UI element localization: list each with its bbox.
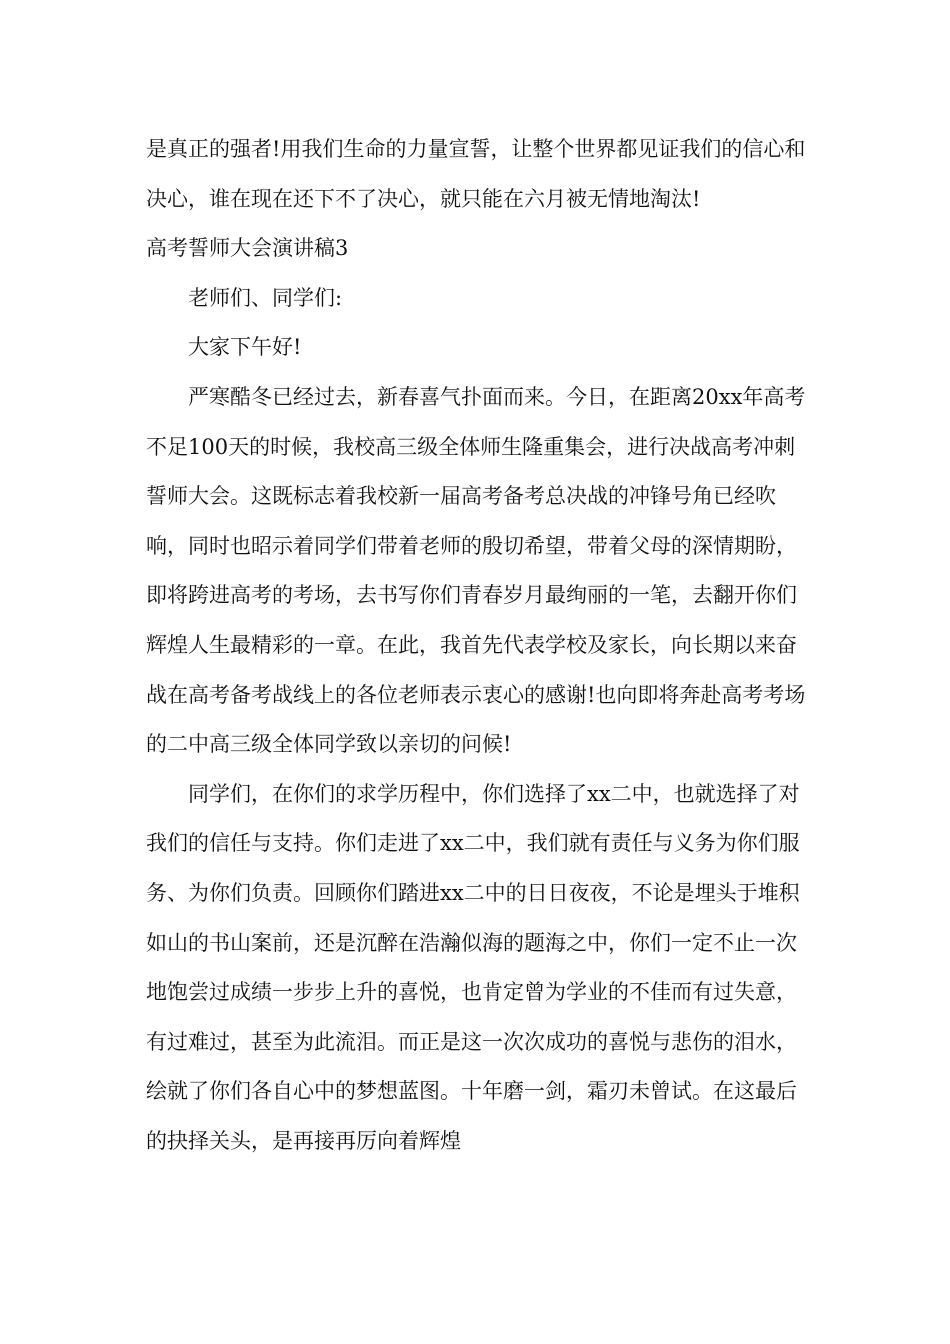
body-paragraph-2: 同学们，在你们的求学历程中，你们选择了xx二中，也就选择了对我们的信任与支持。你们走进了xx二中，我们就有责任与义务为你们服务、为你们负责。回顾你们踏进xx二中的日日夜夜，不论是埋头于堆积如山的书山案前，还是沉醉在浩瀚似海的题海之中，你们一定不止一次地饱尝过成绩一步步上升的喜悦，也肯定曾为学业的不佳而有过失意，有过难过，甚至为此流泪。而正是这一次次成功的喜悦与悲伤的泪水，绘就了你们各自心中的梦想蓝图。十年磨一剑，霜刃未曾试。在这最后的抉择关头，是再接再厉向着辉煌 <box>146 781 800 1153</box>
section-heading: 高考誓师大会演讲稿3 <box>146 236 349 261</box>
greeting-line-1: 老师们、同学们: <box>188 285 343 310</box>
body-paragraph-1: 严寒酷冬已经过去，新春喜气扑面而来。今日，在距离20xx年高考不足100天的时候，我校高三级全体师生隆重集会，进行决战高考冲刺誓师大会。这既标志着我校新一届高考备考总决战的冲锋号角已经吹响，同时也昭示着同学们带着老师的殷切希望，带着父母的深情期盼，即将跨进高考的考场，去书写你们青春岁月最绚丽的一笔，去翻开你们辉煌人生最精彩的一章。在此，我首先代表学校及家长，向长期以来奋战在高考备考战线上的各位老师表示衷心的感谢!也向即将奔赴高考考场的二中高三级全体同学致以亲切的问候! <box>146 384 806 757</box>
greeting-line-2: 大家下午好! <box>188 335 302 360</box>
document-body <box>146 125 808 1166</box>
continuation-paragraph: 是真正的强者!用我们生命的力量宣誓，让整个世界都见证我们的信心和决心，谁在现在还下不了决心，就只能在六月被无情地淘汰! <box>146 137 806 211</box>
